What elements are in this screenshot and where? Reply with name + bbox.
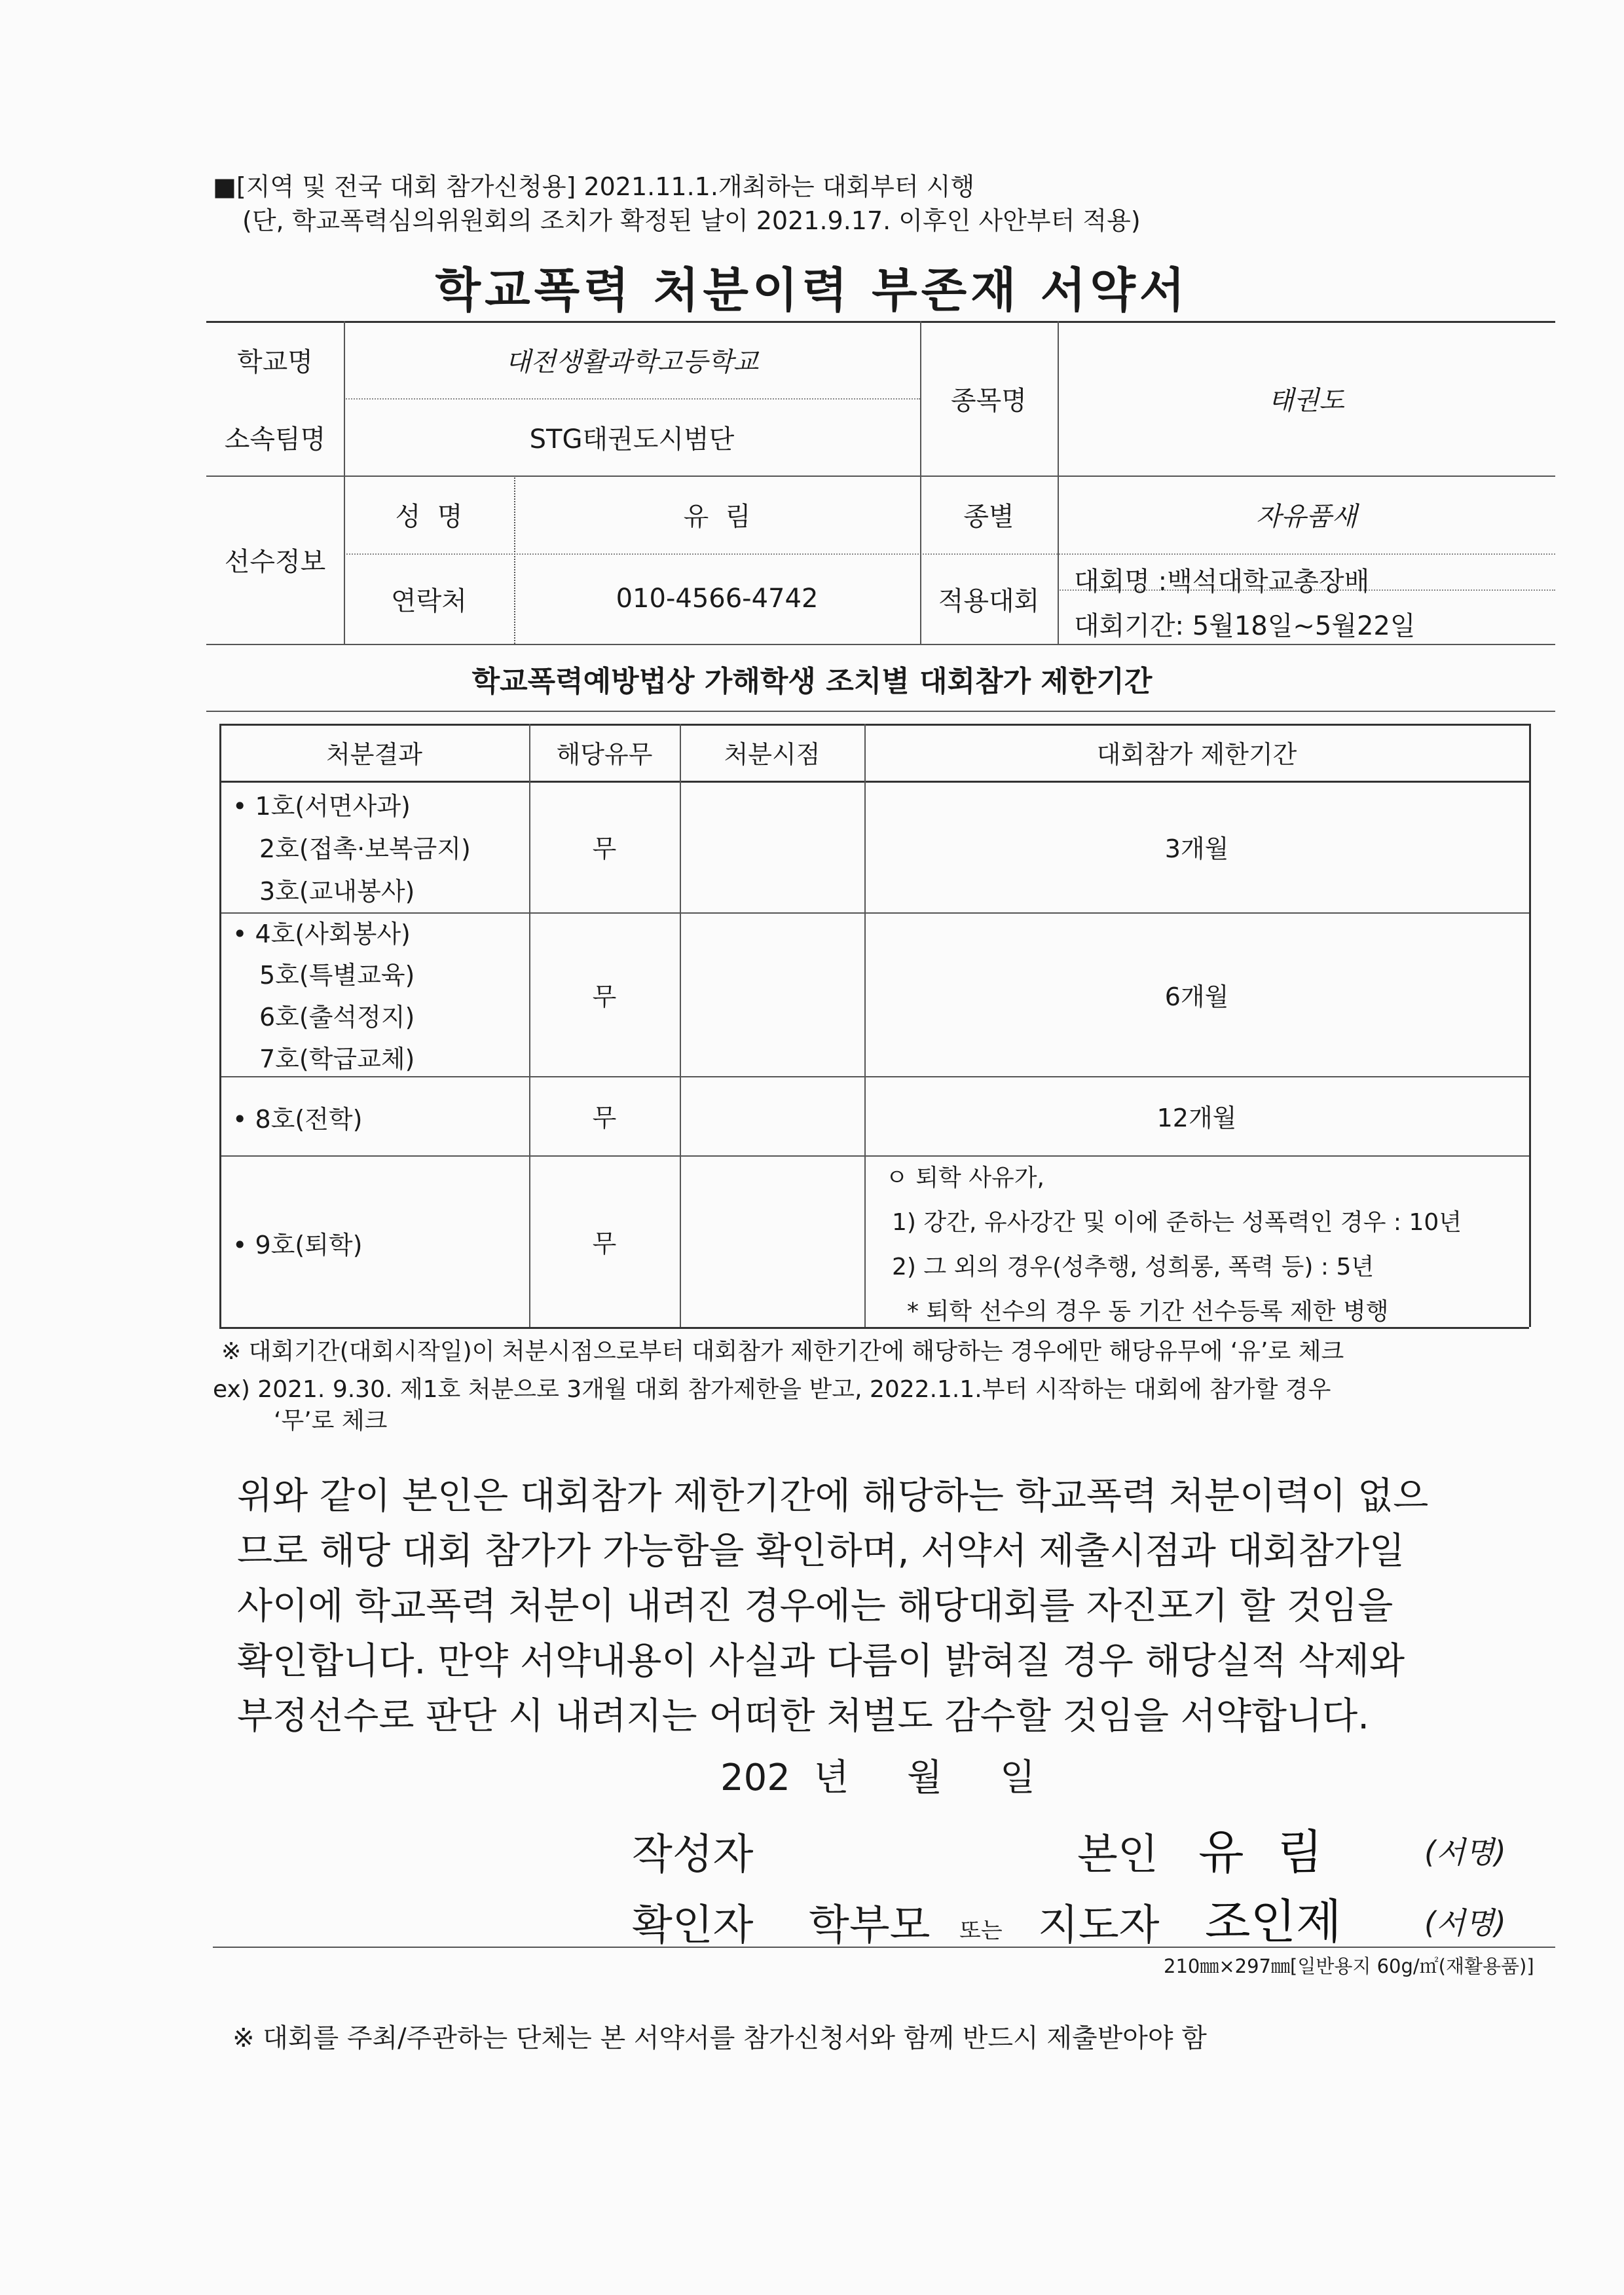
- pledge-line-2: 므로 해당 대회 참가가 가능함을 확인하며, 서약서 제출시점과 대회참가일: [237, 1530, 1405, 1573]
- header-result: 처분결과: [326, 740, 422, 769]
- note-1: ※ 대회기간(대회시작일)이 처분시점으로부터 대회참가 제한기간에 해당하는 경우에만 해당유무에 ‘유’로 체크: [221, 1338, 1344, 1365]
- row2-line4: 7호(학급교체): [259, 1045, 415, 1073]
- row4-line1: • 9호(퇴학): [232, 1231, 363, 1259]
- notice-line-2: (단, 학교폭력심의위원회의 조치가 확정된 날이 2021.9.17. 이후인 사안부터 적용): [242, 206, 1141, 235]
- or-label: 또는: [959, 1918, 1003, 1944]
- row4-period-line3: 2) 그 외의 경우(성추행, 성희롱, 폭력 등) : 5년: [892, 1254, 1375, 1280]
- category-value: 자유품새: [1255, 502, 1357, 532]
- name-label: 성 명: [395, 502, 463, 532]
- row2-applicable: 무: [592, 982, 617, 1011]
- confirmer-label: 확인자: [632, 1901, 754, 1950]
- notice-line-1: ■[지역 및 전국 대회 참가신청용] 2021.11.1.개최하는 대회부터 시행: [213, 172, 975, 201]
- row2-line1: • 4호(사회봉사): [232, 920, 411, 948]
- date-day: 일: [1000, 1757, 1036, 1799]
- event-label: 종목명: [951, 385, 1027, 416]
- name-value: 유 림: [683, 502, 751, 532]
- restriction-section-title: 학교폭력예방법상 가해학생 조치별 대회참가 제한기간: [471, 665, 1153, 698]
- row4-period-line2: 1) 강간, 유사강간 및 이에 준하는 성폭력인 경우 : 10년: [892, 1209, 1462, 1236]
- contact-label: 연락처: [391, 586, 467, 616]
- team-label: 소속팀명: [224, 424, 326, 455]
- coach-signature: 조인제: [1205, 1894, 1342, 1949]
- self-label: 본인: [1077, 1831, 1158, 1879]
- coach-label: 지도자: [1038, 1901, 1160, 1950]
- row3-line1: • 8호(전학): [232, 1105, 363, 1134]
- note-2: ex) 2021. 9.30. 제1호 처분으로 3개월 대회 참가제한을 받고, 2022.1.1.부터 시작하는 대회에 참가할 경우: [213, 1376, 1331, 1403]
- row3-applicable: 무: [592, 1104, 617, 1132]
- self-signature: 유 림: [1198, 1825, 1332, 1880]
- row1-line2: 2호(접촉·보복금지): [259, 834, 471, 863]
- pledge-line-5: 부정선수로 판단 시 내려지는 어떠한 처벌도 감수할 것임을 서약합니다.: [237, 1695, 1369, 1738]
- footer-note: ※ 대회를 주최/주관하는 단체는 본 서약서를 참가신청서와 함께 반드시 제출받아야 함: [232, 2023, 1207, 2053]
- contact-value: 010-4566-4742: [616, 584, 819, 614]
- team-value: STG태권도시범단: [529, 424, 735, 455]
- date-month: 월: [907, 1757, 943, 1799]
- pledge-line-3: 사이에 학교폭력 처분이 내려진 경우에는 해당대회를 자진포기 할 것임을: [237, 1585, 1393, 1628]
- parent-label: 학부모: [809, 1901, 931, 1950]
- header-period: 대회참가 제한기간: [1096, 740, 1297, 769]
- paper-spec: 210㎜×297㎜[일반용지 60g/㎡(재활용품)]: [1164, 1955, 1534, 1977]
- competition-name: 대회명 :백석대학교총장배: [1074, 567, 1370, 597]
- row1-applicable: 무: [592, 834, 617, 863]
- row4-applicable: 무: [592, 1229, 617, 1258]
- row4-period-line4: * 퇴학 선수의 경우 동 기간 선수등록 제한 병행: [907, 1298, 1389, 1325]
- row1-line3: 3호(교내봉사): [259, 877, 415, 906]
- event-value: 태권도: [1268, 385, 1344, 416]
- header-applicable: 해당유무: [556, 740, 653, 769]
- row2-line3: 6호(출석정지): [259, 1003, 415, 1032]
- school-value: 대전생활과학고등학교: [505, 346, 759, 377]
- document-title: 학교폭력 처분이력 부존재 서약서: [435, 263, 1189, 318]
- row1-line1: • 1호(서면사과): [232, 792, 411, 821]
- player-info-label: 선수정보: [224, 547, 326, 577]
- row2-period: 6개월: [1164, 982, 1229, 1011]
- category-label: 종별: [963, 502, 1014, 532]
- pledge-line-4: 확인합니다. 만약 서약내용이 사실과 다름이 밝혀질 경우 해당실적 삭제와: [237, 1640, 1405, 1683]
- row1-period: 3개월: [1164, 834, 1229, 863]
- row4-period-line1: ㅇ 퇴학 사유가,: [885, 1165, 1044, 1191]
- row2-line2: 5호(특별교육): [259, 961, 415, 990]
- date-year: 202 년: [720, 1757, 849, 1799]
- school-label: 학교명: [237, 346, 313, 377]
- self-sign-mark: (서명): [1424, 1835, 1506, 1870]
- pledge-line-1: 위와 같이 본인은 대회참가 제한기간에 해당하는 학교폭력 처분이력이 없으: [237, 1475, 1429, 1518]
- note-3: ‘무’로 체크: [274, 1408, 388, 1434]
- author-label: 작성자: [632, 1831, 754, 1879]
- header-date: 처분시점: [724, 740, 821, 769]
- competition-label: 적용대회: [938, 586, 1040, 616]
- row3-period: 12개월: [1156, 1104, 1237, 1132]
- competition-period: 대회기간: 5월18일~5월22일: [1074, 611, 1416, 641]
- coach-sign-mark: (서명): [1424, 1905, 1506, 1941]
